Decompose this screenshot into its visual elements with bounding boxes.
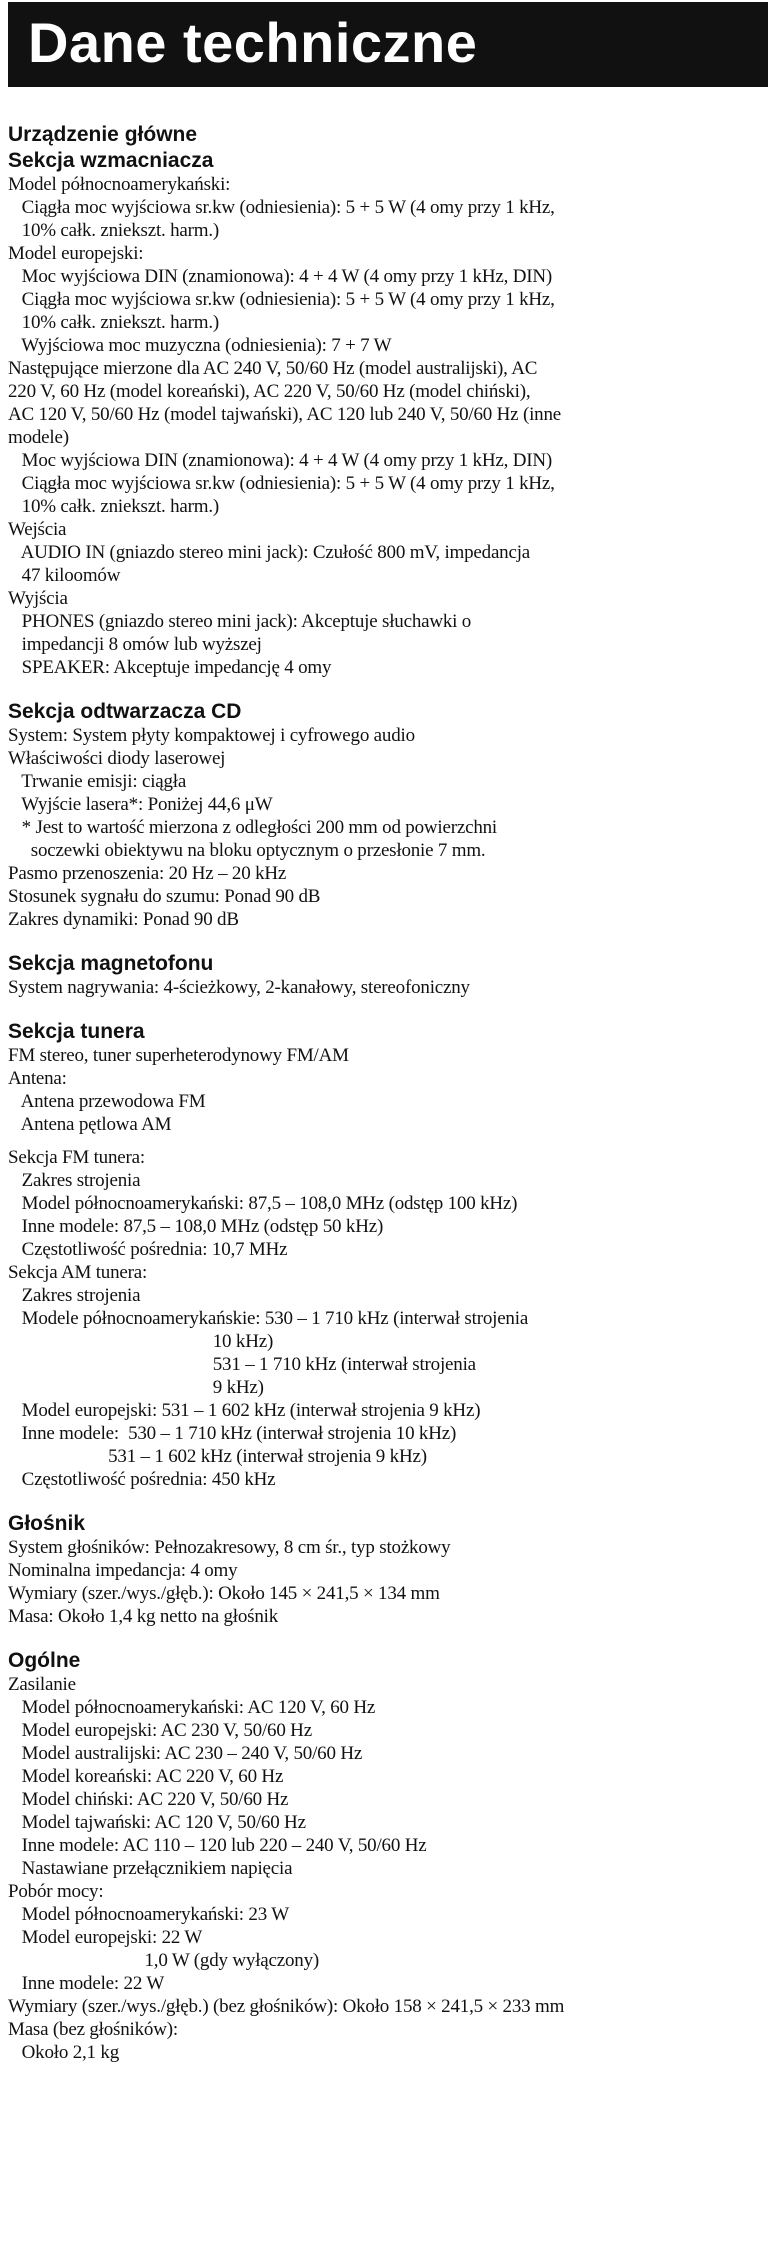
spec-line: Model północnoamerykański: AC 120 V, 60 Hz xyxy=(8,1697,376,1718)
spec-section xyxy=(8,1511,766,1628)
section-title: Sekcja magnetofonu xyxy=(8,952,214,975)
spec-line: System nagrywania: 4-ścieżkowy, 2-kanałowy, stereofoniczny xyxy=(8,977,470,998)
spec-line: modele) xyxy=(8,427,69,448)
spec-line: Model tajwański: AC 120 V, 50/60 Hz xyxy=(8,1812,306,1833)
spec-line: 47 kiloomów xyxy=(8,565,121,586)
spec-line: Ciągła moc wyjściowa sr.kw (odniesienia): 5 + 5 W (4 omy przy 1 kHz, xyxy=(8,197,555,218)
spec-sections xyxy=(8,148,766,2064)
spec-line: Masa (bez głośników): xyxy=(8,2019,178,2040)
spec-line: Moc wyjściowa DIN (znamionowa): 4 + 4 W (4 omy przy 1 kHz, DIN) xyxy=(8,266,552,287)
spec-line: 531 – 1 602 kHz (interwał strojenia 9 kHz) xyxy=(8,1446,427,1467)
spec-section xyxy=(8,951,766,999)
section-title: Sekcja wzmacniacza xyxy=(8,149,214,172)
spec-line: Wymiary (szer./wys./głęb.): Około 145 × 241,5 × 134 mm xyxy=(8,1583,440,1604)
spec-line: System głośników: Pełnozakresowy, 8 cm śr., typ stożkowy xyxy=(8,1537,451,1558)
spec-line: Ciągła moc wyjściowa sr.kw (odniesienia): 5 + 5 W (4 omy przy 1 kHz, xyxy=(8,289,555,310)
spec-line: Modele północnoamerykańskie: 530 – 1 710 kHz (interwał strojenia xyxy=(8,1308,529,1329)
section-title: Sekcja tunera xyxy=(8,1020,145,1043)
spec-line: Wyjściowa moc muzyczna (odniesienia): 7 + 7 W xyxy=(8,335,392,356)
spec-line: Właściwości diody laserowej xyxy=(8,748,226,769)
spec-line: Pasmo przenoszenia: 20 Hz – 20 kHz xyxy=(8,863,287,884)
spec-line: Nominalna impedancja: 4 omy xyxy=(8,1560,238,1581)
spec-section xyxy=(8,1019,766,1491)
spec-line: FM stereo, tuner superheterodynowy FM/AM xyxy=(8,1045,349,1066)
spec-line: Częstotliwość pośrednia: 450 kHz xyxy=(8,1469,276,1490)
spec-line: Zakres dynamiki: Ponad 90 dB xyxy=(8,909,239,930)
spec-line: Model północnoamerykański: 23 W xyxy=(8,1904,289,1925)
line-spacer xyxy=(8,1136,766,1146)
main-unit-heading: Urządzenie główne xyxy=(8,123,198,146)
spec-line: Inne modele: AC 110 – 120 lub 220 – 240 V, 50/60 Hz xyxy=(8,1835,427,1856)
spec-line: Wyjścia xyxy=(8,588,68,609)
spec-line: Model europejski: xyxy=(8,243,144,264)
spec-line: Model australijski: AC 230 – 240 V, 50/60 Hz xyxy=(8,1743,363,1764)
spec-line: Wymiary (szer./wys./głęb.) (bez głośników): Około 158 × 241,5 × 233 mm xyxy=(8,1996,565,2017)
spec-line: PHONES (gniazdo stereo mini jack): Akceptuje słuchawki o xyxy=(8,611,472,632)
spec-content xyxy=(8,122,766,2064)
spec-line: Nastawiane przełącznikiem napięcia xyxy=(8,1858,293,1879)
spec-line: Antena: xyxy=(8,1068,67,1089)
spec-line: Częstotliwość pośrednia: 10,7 MHz xyxy=(8,1239,288,1260)
spec-line: Model północnoamerykański: 87,5 – 108,0 MHz (odstęp 100 kHz) xyxy=(8,1193,518,1214)
spec-line: 220 V, 60 Hz (model koreański), AC 220 V, 50/60 Hz (model chiński), xyxy=(8,381,531,402)
spec-line: Model europejski: 22 W xyxy=(8,1927,203,1948)
spec-line: Sekcja FM tunera: xyxy=(8,1147,145,1168)
spec-line: 10 kHz) xyxy=(8,1331,274,1352)
spec-line: Trwanie emisji: ciągła xyxy=(8,771,187,792)
section-title: Ogólne xyxy=(8,1649,81,1672)
spec-line: Pobór mocy: xyxy=(8,1881,104,1902)
spec-line: Sekcja AM tunera: xyxy=(8,1262,148,1283)
spec-section xyxy=(8,148,766,679)
spec-line: AUDIO IN (gniazdo stereo mini jack): Czułość 800 mV, impedancja xyxy=(8,542,531,563)
spec-line: Inne modele: 87,5 – 108,0 MHz (odstęp 50 kHz) xyxy=(8,1216,384,1237)
spec-line: Zakres strojenia xyxy=(8,1170,141,1191)
section-title: Sekcja odtwarzacza CD xyxy=(8,700,242,723)
spec-section xyxy=(8,1648,766,2064)
spec-line: Model północnoamerykański: xyxy=(8,174,231,195)
spec-line: impedancji 8 omów lub wyższej xyxy=(8,634,262,655)
spec-line: System: System płyty kompaktowej i cyfrowego audio xyxy=(8,725,415,746)
spec-line: Ciągła moc wyjściowa sr.kw (odniesienia): 5 + 5 W (4 omy przy 1 kHz, xyxy=(8,473,555,494)
spec-section xyxy=(8,699,766,931)
spec-line: Antena pętlowa AM xyxy=(8,1114,172,1135)
spec-line: Zakres strojenia xyxy=(8,1285,141,1306)
spec-line: soczewki obiektywu na bloku optycznym o przesłonie 7 mm. xyxy=(8,840,486,861)
spec-line: Wejścia xyxy=(8,519,67,540)
spec-line: Wyjście lasera*: Poniżej 44,6 μW xyxy=(8,794,273,815)
spec-line: Antena przewodowa FM xyxy=(8,1091,206,1112)
spec-line: AC 120 V, 50/60 Hz (model tajwański), AC 120 lub 240 V, 50/60 Hz (inne xyxy=(8,404,561,425)
spec-line: Inne modele: 22 W xyxy=(8,1973,165,1994)
spec-line: Model europejski: AC 230 V, 50/60 Hz xyxy=(8,1720,312,1741)
spec-line: 531 – 1 710 kHz (interwał strojenia xyxy=(8,1354,476,1375)
spec-line: 9 kHz) xyxy=(8,1377,264,1398)
spec-line: Moc wyjściowa DIN (znamionowa): 4 + 4 W (4 omy przy 1 kHz, DIN) xyxy=(8,450,552,471)
spec-line: Model chiński: AC 220 V, 50/60 Hz xyxy=(8,1789,289,1810)
spec-line: * Jest to wartość mierzona z odległości 200 mm od powierzchni xyxy=(8,817,497,838)
spec-line: 1,0 W (gdy wyłączony) xyxy=(8,1950,320,1971)
spec-line: Model europejski: 531 – 1 602 kHz (interwał strojenia 9 kHz) xyxy=(8,1400,481,1421)
spec-line: Masa: Około 1,4 kg netto na głośnik xyxy=(8,1606,279,1627)
spec-line: Zasilanie xyxy=(8,1674,76,1695)
spec-line: 10% całk. zniekszt. harm.) xyxy=(8,312,220,333)
spec-line: Stosunek sygnału do szumu: Ponad 90 dB xyxy=(8,886,321,907)
spec-line: Model koreański: AC 220 V, 60 Hz xyxy=(8,1766,284,1787)
section-title: Głośnik xyxy=(8,1512,86,1535)
spec-line: Około 2,1 kg xyxy=(8,2042,120,2063)
page-title: Dane techniczne xyxy=(8,2,768,87)
spec-line: SPEAKER: Akceptuje impedancję 4 omy xyxy=(8,657,332,678)
spec-line: Inne modele: 530 – 1 710 kHz (interwał strojenia 10 kHz) xyxy=(8,1423,457,1444)
spec-line: 10% całk. zniekszt. harm.) xyxy=(8,496,220,517)
spec-line: 10% całk. zniekszt. harm.) xyxy=(8,220,220,241)
spec-line: Następujące mierzone dla AC 240 V, 50/60 Hz (model australijski), AC xyxy=(8,358,538,379)
